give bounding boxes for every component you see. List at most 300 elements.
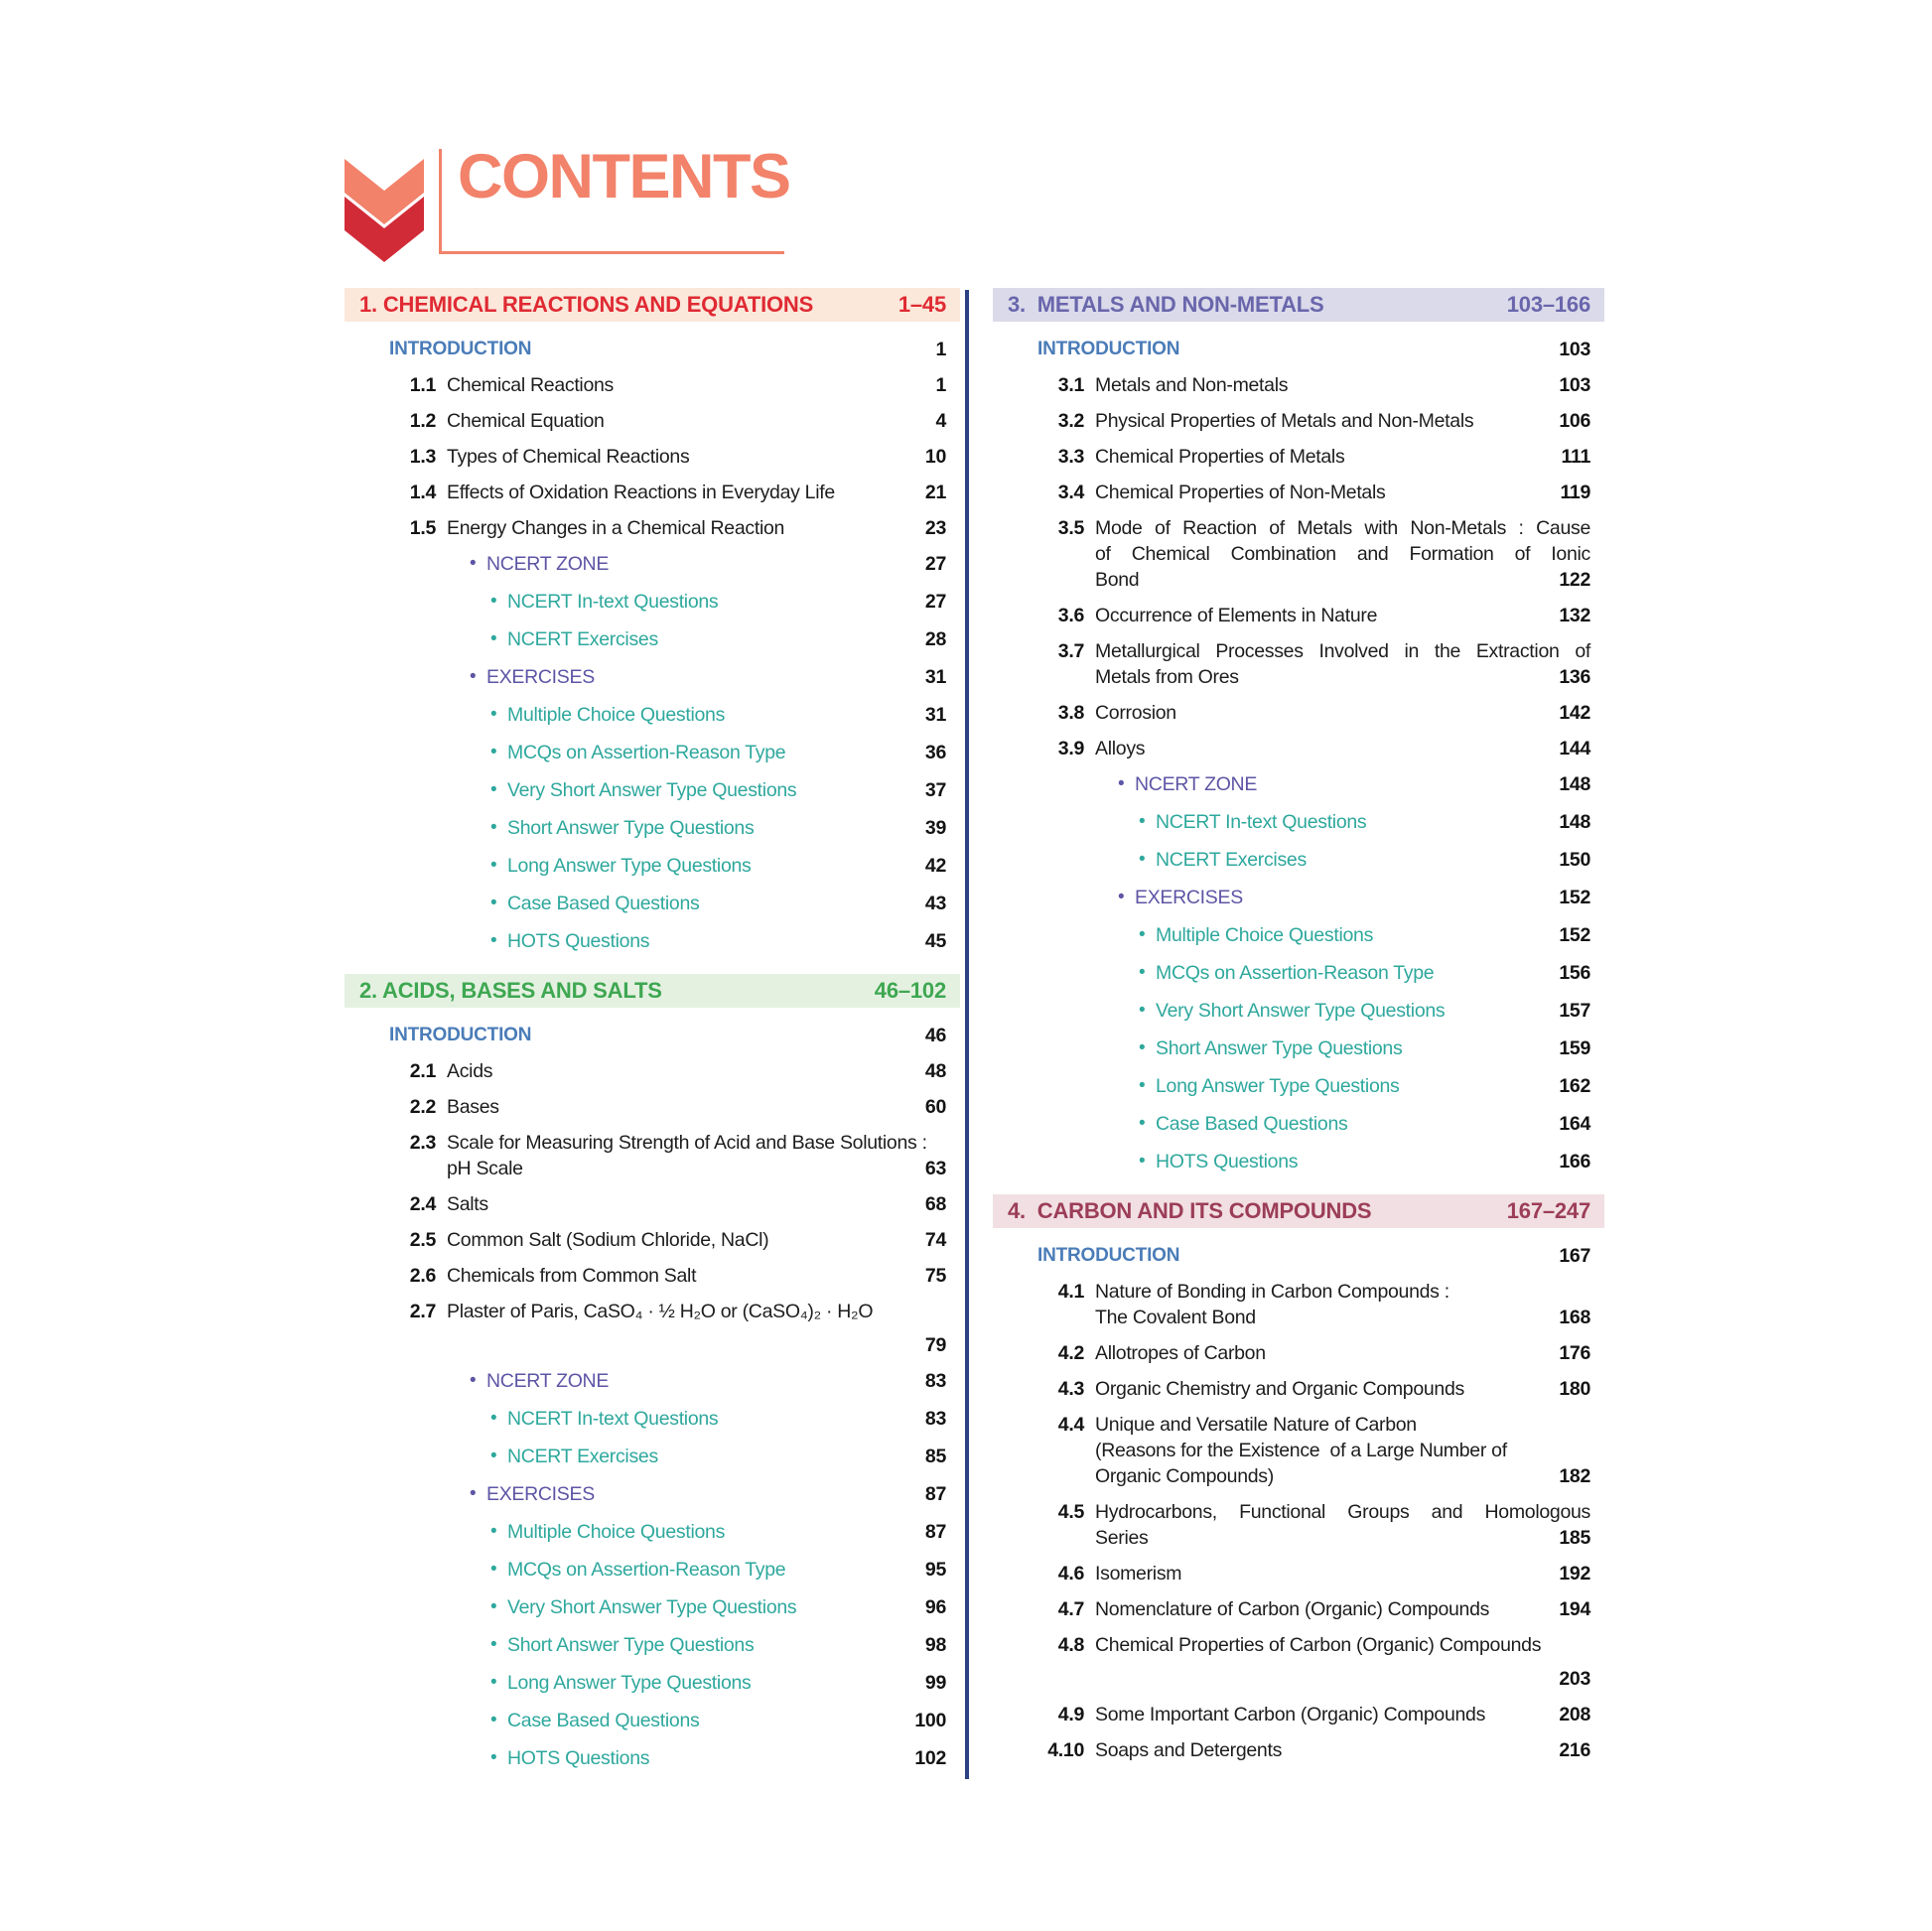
page-number: 74 [924,1229,946,1251]
section-number: 2.5 [409,1229,436,1251]
toc-section-row [345,515,960,541]
toc-sub-row [993,1149,1604,1174]
bullet-icon: • [470,553,477,574]
section-title-line: Unique and Versatile Nature of Carbon [1095,1414,1417,1436]
toc-zone-row [345,1368,960,1394]
section-title [1095,444,1590,470]
bullet-icon: • [490,704,497,725]
page-number: 159 [1559,1037,1590,1059]
section-number: 1.1 [409,374,436,396]
section-number: 2.7 [409,1301,436,1322]
toc-section-row [993,444,1604,470]
toc-sub-row [345,1745,960,1771]
page-number: 21 [924,482,946,503]
page-number: 87 [924,1483,946,1505]
page-number: 60 [924,1096,946,1118]
page-number: 185 [1559,1527,1590,1549]
section-title-line: Nomenclature of Carbon (Organic) Compounds [1095,1598,1490,1620]
bullet-icon: • [470,1483,477,1504]
bullet-icon: • [490,1747,497,1768]
section-number: 3.5 [1057,517,1084,539]
toc-sub-row [993,1035,1604,1061]
toc-section-row [345,444,960,470]
toc-zone-row [345,664,960,690]
zone-label: NCERT ZONE [486,553,610,575]
page-number: 63 [924,1158,946,1179]
page-number: 119 [1560,482,1590,503]
sub-item-label: Case Based Questions [1156,1113,1348,1135]
section-title [447,408,946,434]
zone-label: NCERT ZONE [1135,773,1258,795]
page-number: 4 [935,410,946,432]
bullet-icon: • [490,855,497,876]
bullet-icon: • [490,1634,497,1655]
section-number: 2.2 [409,1096,436,1118]
toc-sub-row [345,1557,960,1583]
sub-item-label: Case Based Questions [507,893,700,914]
toc-section-row [345,480,960,505]
section-title-line: Scale for Measuring Strength of Acid and Base Solutions : [447,1132,927,1154]
bullet-icon: • [1139,924,1146,945]
section-number: 3.6 [1057,605,1084,626]
toc-section-row [993,1702,1604,1727]
section-number: 2.1 [409,1060,436,1082]
toc-section-row [345,1130,960,1181]
section-title [447,444,946,470]
bullet-icon: • [1139,1000,1146,1021]
section-title-line: Salts [447,1193,488,1215]
bullet-icon: • [1118,773,1125,794]
chapter-band [345,288,960,322]
bullet-icon: • [490,742,497,762]
section-title-line: Organic Chemistry and Organic Compounds [1095,1378,1464,1400]
section-number: 1.5 [409,517,436,539]
toc-section-row [345,408,960,434]
toc-sub-row [345,1670,960,1696]
toc-section-row [345,1227,960,1253]
section-number: 3.7 [1057,640,1084,662]
toc-sub-row [993,1111,1604,1137]
section-number: 3.3 [1057,446,1084,468]
toc-sub-row [993,1073,1604,1099]
section-title-line: Metals and Non-metals [1095,374,1289,396]
section-title-line: Acids [447,1060,493,1082]
section-title [447,1191,946,1217]
toc-zone-row [993,885,1604,910]
section-title [447,1227,946,1253]
section-title-line: Isomerism [1095,1563,1182,1585]
chapter-block-3 [993,288,1604,1174]
toc-introduction-row [993,336,1604,362]
toc-zone-row [993,771,1604,797]
chapter-title: 1. CHEMICAL REACTIONS AND EQUATIONS [359,292,814,317]
page-title: CONTENTS [458,142,790,211]
section-title-line: Chemical Equation [447,410,605,432]
section-title-line: Some Important Carbon (Organic) Compounds [1095,1704,1486,1725]
page-number: 10 [924,446,946,468]
toc-section-row [993,603,1604,628]
toc-sub-row [993,847,1604,873]
section-title-line: Common Salt (Sodium Chloride, NaCl) [447,1229,769,1251]
toc-sub-row [345,853,960,879]
chapter-page-range: 167–247 [1506,1198,1590,1223]
section-title [1095,480,1590,505]
page-number: 98 [924,1634,946,1656]
sub-item-label: MCQs on Assertion-Reason Type [1156,962,1435,984]
page-number: 194 [1559,1598,1590,1620]
toc-section-row [345,1191,960,1217]
toc-section-row [993,372,1604,398]
sub-item-label: Long Answer Type Questions [507,1672,752,1694]
bullet-icon: • [490,628,497,649]
section-number: 4.9 [1057,1704,1084,1725]
page-number: 95 [924,1559,946,1581]
section-title-line: Hydrocarbons, Functional Groups and Homologous [1095,1501,1590,1523]
page-number: 103 [1559,339,1590,360]
toc-sub-row [345,1519,960,1545]
toc-sub-row [345,740,960,765]
section-number: 1.4 [409,482,436,503]
section-title [1095,603,1590,628]
toc-sub-row [345,589,960,615]
sub-item-label: Multiple Choice Questions [507,704,726,726]
section-title-line: Corrosion [1095,702,1176,724]
section-title [1095,1561,1590,1586]
page-number: 148 [1559,811,1590,833]
page-number: 31 [924,666,946,688]
chapter-band [345,974,960,1008]
page-number: 156 [1559,962,1590,984]
toc-section-row [993,1279,1604,1330]
page-number: 48 [924,1060,946,1082]
chapter-block-1 [345,288,960,954]
chapter-block-4 [993,1194,1604,1763]
chapter-page-range: 103–166 [1506,292,1590,317]
section-title-line: Soaps and Detergents [1095,1739,1283,1761]
chapter-title: 3. METALS AND NON-METALS [1008,292,1324,317]
page-number: 75 [924,1265,946,1287]
page-number: 27 [924,553,946,575]
chapter-title: 2. ACIDS, BASES AND SALTS [359,978,662,1003]
page-number: 216 [1559,1739,1590,1761]
section-title [447,1130,946,1181]
page-number: 103 [1559,374,1590,396]
bullet-icon: • [490,1408,497,1429]
bullet-icon: • [1139,962,1146,983]
page-number: 39 [924,817,946,839]
bullet-icon: • [1139,1151,1146,1172]
page-number: 150 [1559,849,1590,871]
bullet-icon: • [490,893,497,913]
section-title-line: The Covalent Bond [1095,1307,1256,1328]
page-number: 203 [1559,1668,1590,1690]
toc-section-row [993,1340,1604,1366]
page-number: 68 [924,1193,946,1215]
page-number: 144 [1559,738,1590,759]
page-number: 1 [935,339,946,360]
page-number: 106 [1559,410,1590,432]
sub-item-label: Short Answer Type Questions [507,1634,755,1656]
sub-item-label: Long Answer Type Questions [1156,1075,1400,1097]
section-number: 3.4 [1057,482,1084,503]
toc-section-row [993,1412,1604,1489]
toc-introduction-row [345,1022,960,1048]
zone-label: EXERCISES [486,666,595,688]
bullet-icon: • [1139,849,1146,870]
toc-section-row [345,1094,960,1120]
section-title-line: Nature of Bonding in Carbon Compounds : [1095,1281,1449,1303]
section-number: 1.2 [409,410,436,432]
section-title [1095,372,1590,398]
sub-item-label: Very Short Answer Type Questions [507,779,797,801]
toc-sub-row [993,922,1604,948]
page-number: 42 [924,855,946,877]
toc-zone-row [345,1481,960,1507]
page-number: 45 [924,930,946,952]
toc-introduction-row [345,336,960,362]
section-title-line: Chemical Properties of Carbon (Organic) Compounds [1095,1634,1542,1656]
page-number: 27 [924,591,946,613]
section-number: 4.4 [1057,1414,1084,1436]
section-title [1095,638,1590,690]
sub-item-label: HOTS Questions [507,1747,650,1769]
section-title [1095,1279,1590,1330]
bullet-icon: • [490,817,497,838]
sub-item-label: NCERT Exercises [1156,849,1307,871]
zone-label: NCERT ZONE [486,1370,610,1392]
page-number: 142 [1559,702,1590,724]
section-number: 2.3 [409,1132,436,1154]
sub-item-label: Multiple Choice Questions [1156,924,1374,946]
section-number: 4.7 [1057,1598,1084,1620]
section-number: 2.6 [409,1265,436,1287]
toc-right-column [993,288,1604,1773]
page-number: 132 [1559,605,1590,626]
page-number: 148 [1559,773,1590,795]
bullet-icon: • [490,1596,497,1617]
section-title [1095,1412,1590,1489]
page-number: 152 [1559,924,1590,946]
section-title [1095,700,1590,726]
section-number: 4.10 [1047,1739,1084,1761]
page-number: 168 [1559,1307,1590,1328]
bullet-icon: • [490,779,497,800]
sub-item-label: Long Answer Type Questions [507,855,752,877]
sub-item-label: HOTS Questions [507,930,650,952]
page-number: 182 [1559,1465,1590,1487]
toc-sub-row [345,891,960,916]
toc-sub-row [345,928,960,954]
section-number: 4.3 [1057,1378,1084,1400]
section-number: 3.8 [1057,702,1084,724]
toc-section-row [993,1499,1604,1551]
section-title [1095,1737,1590,1763]
page-number: 37 [924,779,946,801]
page-number: 83 [924,1408,946,1430]
sub-item-label: NCERT In-text Questions [1156,811,1367,833]
sub-item-label: NCERT Exercises [507,628,658,650]
section-number: 3.2 [1057,410,1084,432]
toc-sub-row [345,1708,960,1733]
section-title-line: pH Scale [447,1158,523,1179]
toc-sub-row [345,1406,960,1432]
header-underline-rule [439,251,784,254]
bullet-icon: • [470,666,477,687]
section-title-line: Chemical Properties of Metals [1095,446,1345,468]
toc-section-row [993,1737,1604,1763]
section-title [447,515,946,541]
page-number: 152 [1559,887,1590,908]
section-title-line: Series [1095,1527,1149,1549]
toc-sub-row [993,809,1604,835]
section-title [1095,515,1590,593]
section-number: 3.9 [1057,738,1084,759]
toc-section-row [345,1263,960,1289]
toc-sub-row [345,1632,960,1658]
introduction-label: INTRODUCTION [389,1025,532,1045]
bullet-icon: • [1139,1113,1146,1134]
page-number: 111 [1561,446,1590,468]
page-number: 208 [1559,1704,1590,1725]
section-title [447,1094,946,1120]
page-number: 157 [1559,1000,1590,1022]
page-number: 176 [1559,1342,1590,1364]
bullet-icon: • [470,1370,477,1391]
toc-introduction-row [993,1242,1604,1269]
page-number: 102 [914,1747,946,1769]
page-number: 43 [924,893,946,914]
section-number: 4.1 [1057,1281,1084,1303]
page-number: 36 [924,742,946,763]
introduction-label: INTRODUCTION [1037,339,1180,359]
section-title-line: Chemical Properties of Non-Metals [1095,482,1386,503]
section-title [1095,736,1590,761]
section-title [1095,1702,1590,1727]
page-number: 122 [1559,569,1590,591]
bullet-icon: • [1139,811,1146,832]
toc-section-row [993,638,1604,690]
section-title-line: Bond [1095,569,1140,591]
bullet-icon: • [490,591,497,612]
section-title-line: Bases [447,1096,499,1118]
section-title-line: Alloys [1095,738,1146,759]
chapter-band [993,288,1604,322]
section-title-line: Plaster of Paris, CaSO₄ · ½ H₂O or (CaSO₄)₂ · H₂O [447,1301,874,1322]
page-number: 136 [1559,666,1590,688]
toc-sub-row [345,626,960,652]
section-title [1095,1376,1590,1402]
sub-item-label: NCERT In-text Questions [507,591,719,613]
introduction-label: INTRODUCTION [1037,1245,1180,1266]
bullet-icon: • [490,1521,497,1542]
section-number: 4.6 [1057,1563,1084,1585]
toc-section-row [993,515,1604,593]
section-title [447,480,946,505]
sub-item-label: MCQs on Assertion-Reason Type [507,742,786,763]
sub-item-label: NCERT In-text Questions [507,1408,719,1430]
chapter-band [993,1194,1604,1228]
toc-section-row [345,1058,960,1084]
section-title-line: Chemical Reactions [447,374,615,396]
page-number: 180 [1559,1378,1590,1400]
toc-sub-row [345,815,960,841]
section-title-line: Effects of Oxidation Reactions in Everyday Life [447,482,835,503]
sub-item-label: Very Short Answer Type Questions [507,1596,797,1618]
bullet-icon: • [1118,887,1125,907]
section-title-line: Metallurgical Processes Involved in the Extraction of [1095,640,1590,662]
toc-sub-row [993,998,1604,1024]
toc-sub-row [993,960,1604,986]
bullet-icon: • [490,1446,497,1466]
chapter-page-range: 46–102 [874,978,946,1003]
toc-section-row [993,408,1604,434]
toc-sub-row [345,1444,960,1469]
sub-item-label: MCQs on Assertion-Reason Type [507,1559,786,1581]
toc-section-row [345,372,960,398]
page-number: 23 [924,517,946,539]
section-title [447,1058,946,1084]
section-title [1095,1596,1590,1622]
section-number: 2.4 [409,1193,436,1215]
chevron-logo-icon [345,157,424,262]
section-number: 1.3 [409,446,436,468]
page-number: 96 [924,1596,946,1618]
bullet-icon: • [490,1710,497,1730]
sub-item-label: Very Short Answer Type Questions [1156,1000,1446,1022]
zone-label: EXERCISES [1135,887,1243,908]
toc-section-row [993,480,1604,505]
chapter-page-range: 1–45 [897,292,946,317]
toc-section-row [993,1596,1604,1622]
section-title-line: Energy Changes in a Chemical Reaction [447,517,785,539]
page-number: 162 [1559,1075,1590,1097]
section-title-line: Mode of Reaction of Metals with Non-Metals : Cause [1095,517,1590,539]
section-number: 3.1 [1057,374,1084,396]
page-number: 100 [914,1710,946,1731]
section-title-line: Allotropes of Carbon [1095,1342,1266,1364]
toc-section-row [993,1632,1604,1692]
section-title-line: (Reasons for the Existence of a Large Number of [1095,1440,1507,1461]
section-title-line: Physical Properties of Metals and Non-Metals [1095,410,1474,432]
toc-sub-row [345,777,960,803]
header-vertical-rule [439,149,442,251]
toc-section-row [993,1376,1604,1402]
introduction-label: INTRODUCTION [389,339,532,359]
page-number: 166 [1559,1151,1590,1172]
page-number: 83 [924,1370,946,1392]
sub-item-label: Case Based Questions [507,1710,700,1731]
toc-section-row [345,1299,960,1358]
section-title [1095,1499,1590,1551]
section-title [1095,1340,1590,1366]
page-number: 85 [924,1446,946,1467]
section-title [447,372,946,398]
section-title-line: Chemicals from Common Salt [447,1265,697,1287]
page-number: 87 [924,1521,946,1543]
section-title [447,1299,946,1358]
sub-item-label: HOTS Questions [1156,1151,1299,1172]
page-number: 192 [1559,1563,1590,1585]
section-title-line: of Chemical Combination and Formation of Ionic [1095,543,1590,565]
zone-label: EXERCISES [486,1483,595,1505]
chapter-title: 4. CARBON AND ITS COMPOUNDS [1008,1198,1372,1223]
contents-header [345,125,801,269]
section-title-line: Occurrence of Elements in Nature [1095,605,1378,626]
section-title-line: Organic Compounds) [1095,1465,1274,1487]
section-title-line: Types of Chemical Reactions [447,446,690,468]
section-number: 4.5 [1057,1501,1084,1523]
toc-sub-row [345,1594,960,1620]
